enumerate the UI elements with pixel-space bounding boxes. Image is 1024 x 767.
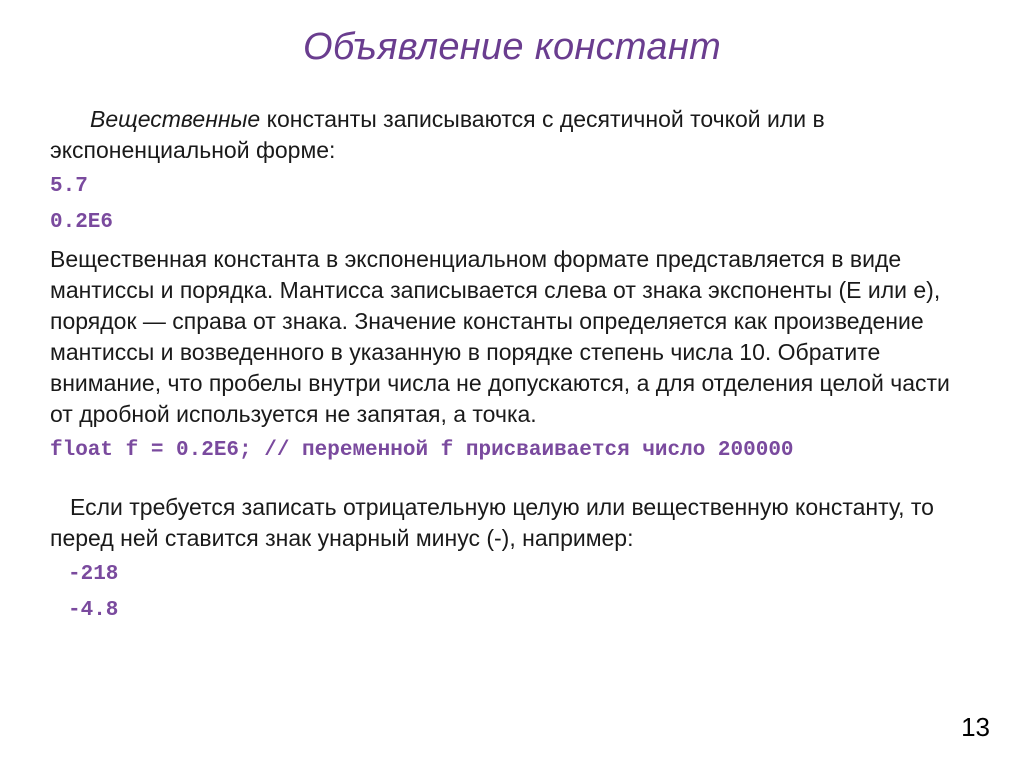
slide-title: Объявление констант (302, 26, 722, 68)
example-negative-2: -4.8 (68, 599, 119, 622)
example-real-1: 5.7 (50, 175, 88, 198)
example-negative-1: -218 (68, 563, 119, 586)
exponential-paragraph: Вещественная константа в экспоненциальном формате представляется в виде мантиссы и порядка. Мантисса записывается слева от знака экспоненты (Е или е), порядок — справа от знака. Значение константы определяется как произведение мантиссы и возведенного в указанную в порядке степень числа 10. Обратите внимание, что пробелы внутри числа не допускаются, а для отделения целой части от дробной используется не запятая, а точка. (50, 246, 950, 427)
code-line: float f = 0.2E6; // переменной f присваивается число 200000 (50, 439, 794, 462)
negative-paragraph: Если требуется записать отрицательную целую или вещественную константу, то перед ней ставится знак унарный минус (-), например: (50, 494, 934, 551)
intro-italic-word: Вещественные (90, 106, 261, 132)
intro-paragraph (50, 104, 970, 166)
example-real-2: 0.2E6 (50, 211, 114, 234)
intro-text: константы записываются с десятичной точкой или в экспоненциальной форме: (50, 106, 825, 163)
slide-content (50, 104, 970, 626)
page-number: 13 (961, 712, 990, 742)
